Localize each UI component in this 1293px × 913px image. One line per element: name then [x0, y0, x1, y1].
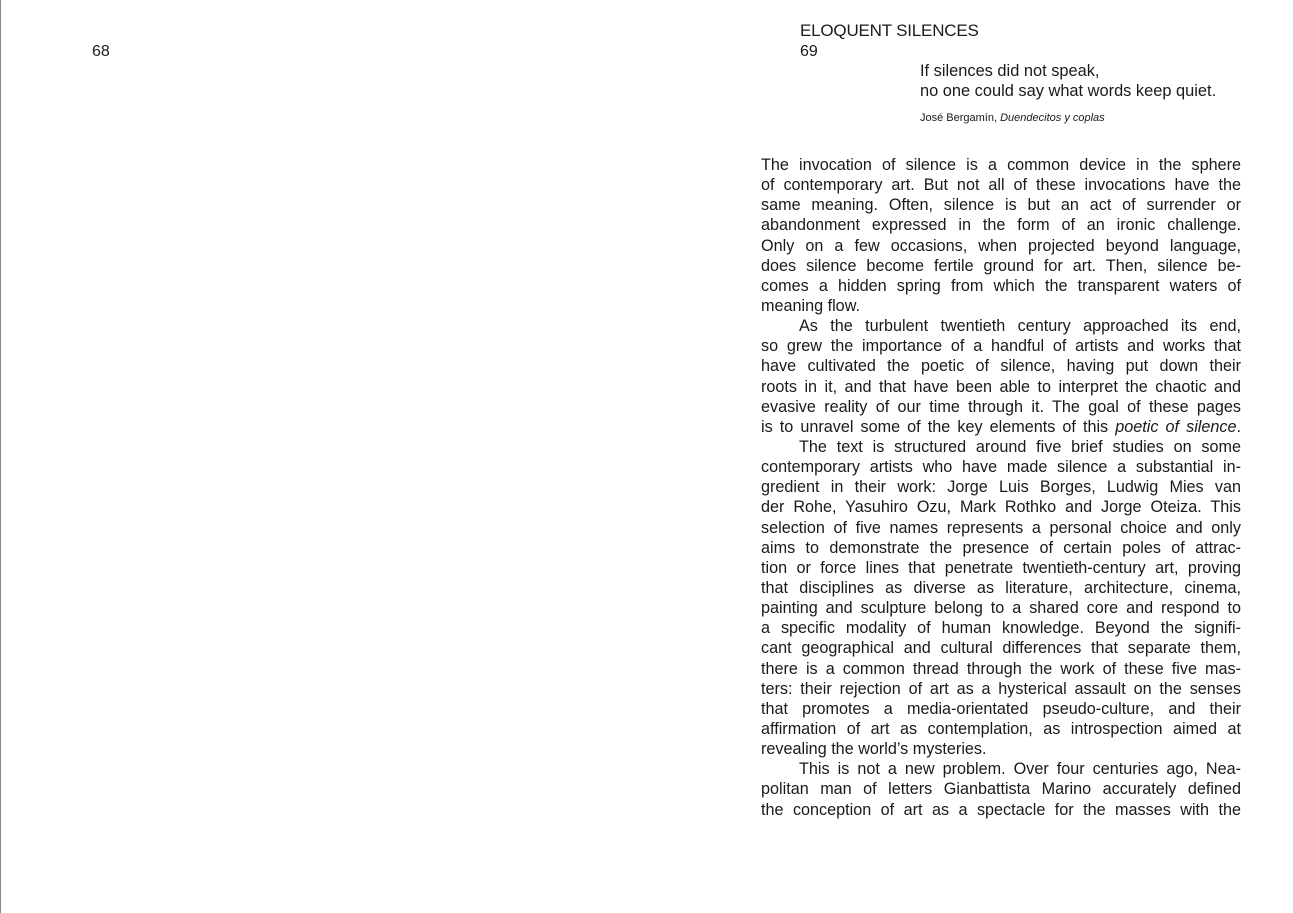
epigraph-author: José Bergamín,: [920, 112, 998, 124]
body-line: contemporary artists who have made silence a substantial in-: [761, 458, 1241, 477]
body-line: same meaning. Often, silence is but an act of surrender or: [761, 196, 1241, 215]
body-line-emphasis: poetic of silence: [1115, 417, 1237, 436]
body-line: ters: their rejection of art as a hysterical assault on the senses: [761, 679, 1241, 698]
body-line: so grew the importance of a handful of artists and works that: [761, 337, 1241, 356]
body-line: The invocation of silence is a common device in the sphere: [761, 156, 1241, 174]
body-line: This is not a new problem. Over four centuries ago, Nea-: [799, 760, 1241, 779]
body-line: of contemporary art. But not all of these invocations have the: [761, 176, 1241, 195]
body-line: painting and sculpture belong to a shared core and respond to: [761, 599, 1241, 618]
body-line: cant geographical and cultural differences that separate them,: [761, 639, 1241, 658]
page-edge-line: [0, 0, 1, 913]
body-line: that disciplines as diverse as literature, architecture, cinema,: [761, 578, 1241, 597]
body-line: revealing the world’s mysteries.: [761, 740, 987, 759]
running-head: ELOQUENT SILENCES: [800, 21, 979, 40]
body-line: aims to demonstrate the presence of certain poles of attrac-: [761, 538, 1241, 557]
body-line: As the turbulent twentieth century approached its end,: [799, 317, 1241, 336]
body-line: does silence become fertile ground for art. Then, silence be-: [761, 256, 1241, 275]
epigraph-work-title: Duendecitos y coplas: [1000, 112, 1105, 124]
left-page-number: 68: [92, 43, 110, 60]
body-line: politan man of letters Gianbattista Marino accurately defined: [761, 780, 1241, 799]
body-line: selection of five names represents a personal choice and only: [761, 518, 1241, 537]
epigraph-line: If silences did not speak,: [920, 62, 1100, 80]
body-line: have cultivated the poetic of silence, having put down their: [761, 357, 1241, 376]
body-line: the conception of art as a spectacle for the masses with the: [761, 800, 1241, 819]
body-line: comes a hidden spring from which the transparent waters of: [761, 276, 1241, 295]
right-page-number: 69: [800, 43, 818, 60]
epigraph-source: [920, 111, 1250, 125]
body-line: evasive reality of our time through it. The goal of these pages: [761, 397, 1241, 416]
body-line: Only on a few occasions, when projected beyond language,: [761, 236, 1241, 255]
body-text: [761, 155, 1241, 820]
body-line-punct: .: [1236, 417, 1241, 436]
body-line: affirmation of art as contemplation, as introspection aimed at: [761, 719, 1241, 738]
body-line: [761, 417, 1241, 437]
body-line: gredient in their work: Jorge Luis Borges, Ludwig Mies van: [761, 478, 1241, 497]
body-line: roots in it, and that have been able to interpret the chaotic and: [761, 377, 1241, 396]
body-line: tion or force lines that penetrate twentieth-century art, proving: [761, 558, 1241, 577]
body-line: der Rohe, Yasuhiro Ozu, Mark Rothko and Jorge Oteiza. This: [761, 498, 1241, 517]
body-line: there is a common thread through the work of these five mas-: [761, 659, 1241, 678]
body-line-part: is to unravel some of the key elements of this: [761, 417, 1109, 436]
body-line: meaning flow.: [761, 296, 860, 315]
body-line: that promotes a media-orientated pseudo-culture, and their: [761, 699, 1241, 718]
body-line: a specific modality of human knowledge. Beyond the signifi-: [761, 619, 1241, 638]
body-line: The text is structured around five brief studies on some: [799, 437, 1241, 456]
body-line: abandonment expressed in the form of an ironic challenge.: [761, 216, 1241, 235]
epigraph-line: no one could say what words keep quiet.: [920, 82, 1217, 100]
epigraph: [920, 61, 1250, 125]
